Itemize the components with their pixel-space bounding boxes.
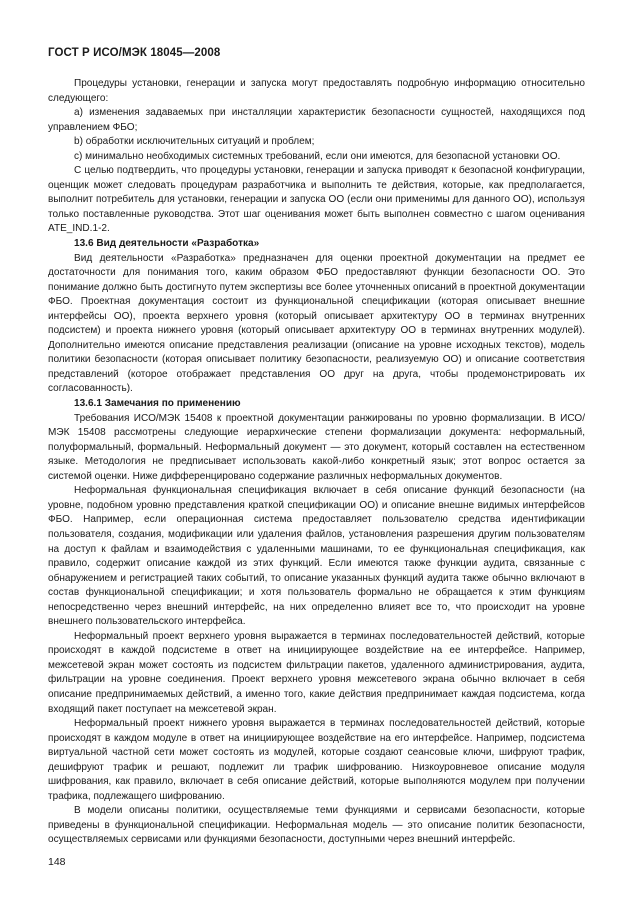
list-item-a: a) изменения задаваемых при инсталляции характеристик безопасности сущностей, находящихся под управлением ФБО; (48, 107, 585, 133)
list-item-c: c) минимально необходимых системных требований, если они имеются, для безопасной установки ОО. (74, 150, 561, 162)
document-body (48, 77, 585, 848)
paragraph: Вид деятельности «Разработка» предназначен для оценки проектной документации на предмет ее достаточности для понимания того, каким образом ФБО предоставляют функции безопасности ОО. Это понимание должно быть достигнуто путем экспертизы все более уточненных описаний в проектной документации ФБО. Проектная документация состоит из функциональной спецификации (которая описывает внешние интерфейсы ОО), проекта верхнего уровня (который описывает архитектуру ОО в терминах внутренних подсистем) и проекта нижнего уровня (который описывает архитектуру ОО в терминах внутренних модулей). Дополнительно имеются описание представления реализации (описание на уровне исходных текстов), модель политики безопасности (которая описывает политику безопасности, реализуемую ОО) и описание соответствия представлений (которое отображает представления ОО друг на друга, чтобы продемонстрировать их согласованность). (48, 252, 585, 395)
paragraph: Неформальный проект нижнего уровня выражается в терминах последовательностей действий, которые происходят в каждом модуле в ответ на инициирующее воздействие на его интерфейсе. Например, подсистема виртуальной частной сети может состоять из модулей, которые создают сеансовые ключи, шифруют трафик, дешифруют трафик и решают, подлежит ли трафик шифрованию. Низкоуровневое описание модуля шифрования, как правило, включает в себя описание действий, которые выполняются модулем при получении трафика, подлежащего шифрованию. (48, 718, 585, 802)
standard-header: ГОСТ Р ИСО/МЭК 18045—2008 (48, 47, 221, 59)
paragraph: С целью подтвердить, что процедуры установки, генерации и запуска приводят к безопасной конфигурации, оценщик может следовать процедурам разработчика и выполнить те действия, которые, как предполагается, выполнит потребитель для установки, генерации и запуска ОО (если они применимы для данного ОО), используя только поставленные руководства. Этот шаг оценивания может быть выполнен совместно с шагом оценивания ATE_IND.1-2. (48, 165, 585, 235)
paragraph: Неформальная функциональная спецификация включает в себя описание функций безопасности (на уровне, подобном уровню представления краткой спецификации ОО) и описание внешне видимых интерфейсов ФБО. Например, если операционная система предоставляет пользователю средства идентификации пользователя, создания, модификации или удаления файлов, установления разрешения другим пользователям на доступ к файлам и взаимодействия с удаленными машинами, то ее функциональная спецификация, как правило, содержит описание каждой из этих функций. Если имеются также функции аудита, связанные с обнаружением и регистрацией таких событий, то описание указанных функций аудита также обычно включают в состав функциональной спецификации; и хотя пользователь формально не обращается к этим функциям непосредственно через внешний интерфейс, на них определенно влияет все то, что происходит на уровне внешнего пользовательского интерфейса. (48, 485, 585, 628)
paragraph: В модели описаны политики, осуществляемые теми функциями и сервисами безопасности, которые приведены в функциональной спецификации. Неформальная модель — это описание политик безопасности, осуществляемых сервисами или функциями безопасности, доступными через внешний интерфейс. (48, 805, 585, 846)
paragraph: Процедуры установки, генерации и запуска могут предоставлять подробную информацию относительно следующего: (48, 78, 585, 104)
section-heading: 13.6 Вид деятельности «Разработка» (74, 238, 260, 250)
paragraph: Неформальный проект верхнего уровня выражается в терминах последовательностей действий, которые происходят в каждой подсистеме в ответ на инициирующее воздействие на ее интерфейсе. Например, межсетевой экран может состоять из подсистем фильтрации пакетов, удаленного администрирования, аудита, фильтрации на уровне соединения. Проект верхнего уровня межсетевого экрана обычно включает в себя описание предпринимаемых действий, а именно того, какие действия предпринимает каждая подсистема, когда входящий пакет поступает на межсетевой экран. (48, 630, 585, 715)
list-item-b: b) обработки исключительных ситуаций и проблем; (74, 136, 315, 148)
page-number: 148 (48, 856, 66, 868)
paragraph: Требования ИСО/МЭК 15408 к проектной документации ранжированы по уровню формализации. В ИСО/МЭК 15408 рассмотрены следующие иерархические степени формализации документа: неформальный, полуформальный, формальный. Неформальный документ — это документ, который составлен на естественном языке. Методология не предписывает использовать какой-либо конкретный язык; этот вопрос остается за системой оценки. Ниже дифференцировано содержание различных неформальных документов. (48, 412, 585, 482)
subsection-heading: 13.6.1 Замечания по применению (74, 398, 241, 410)
